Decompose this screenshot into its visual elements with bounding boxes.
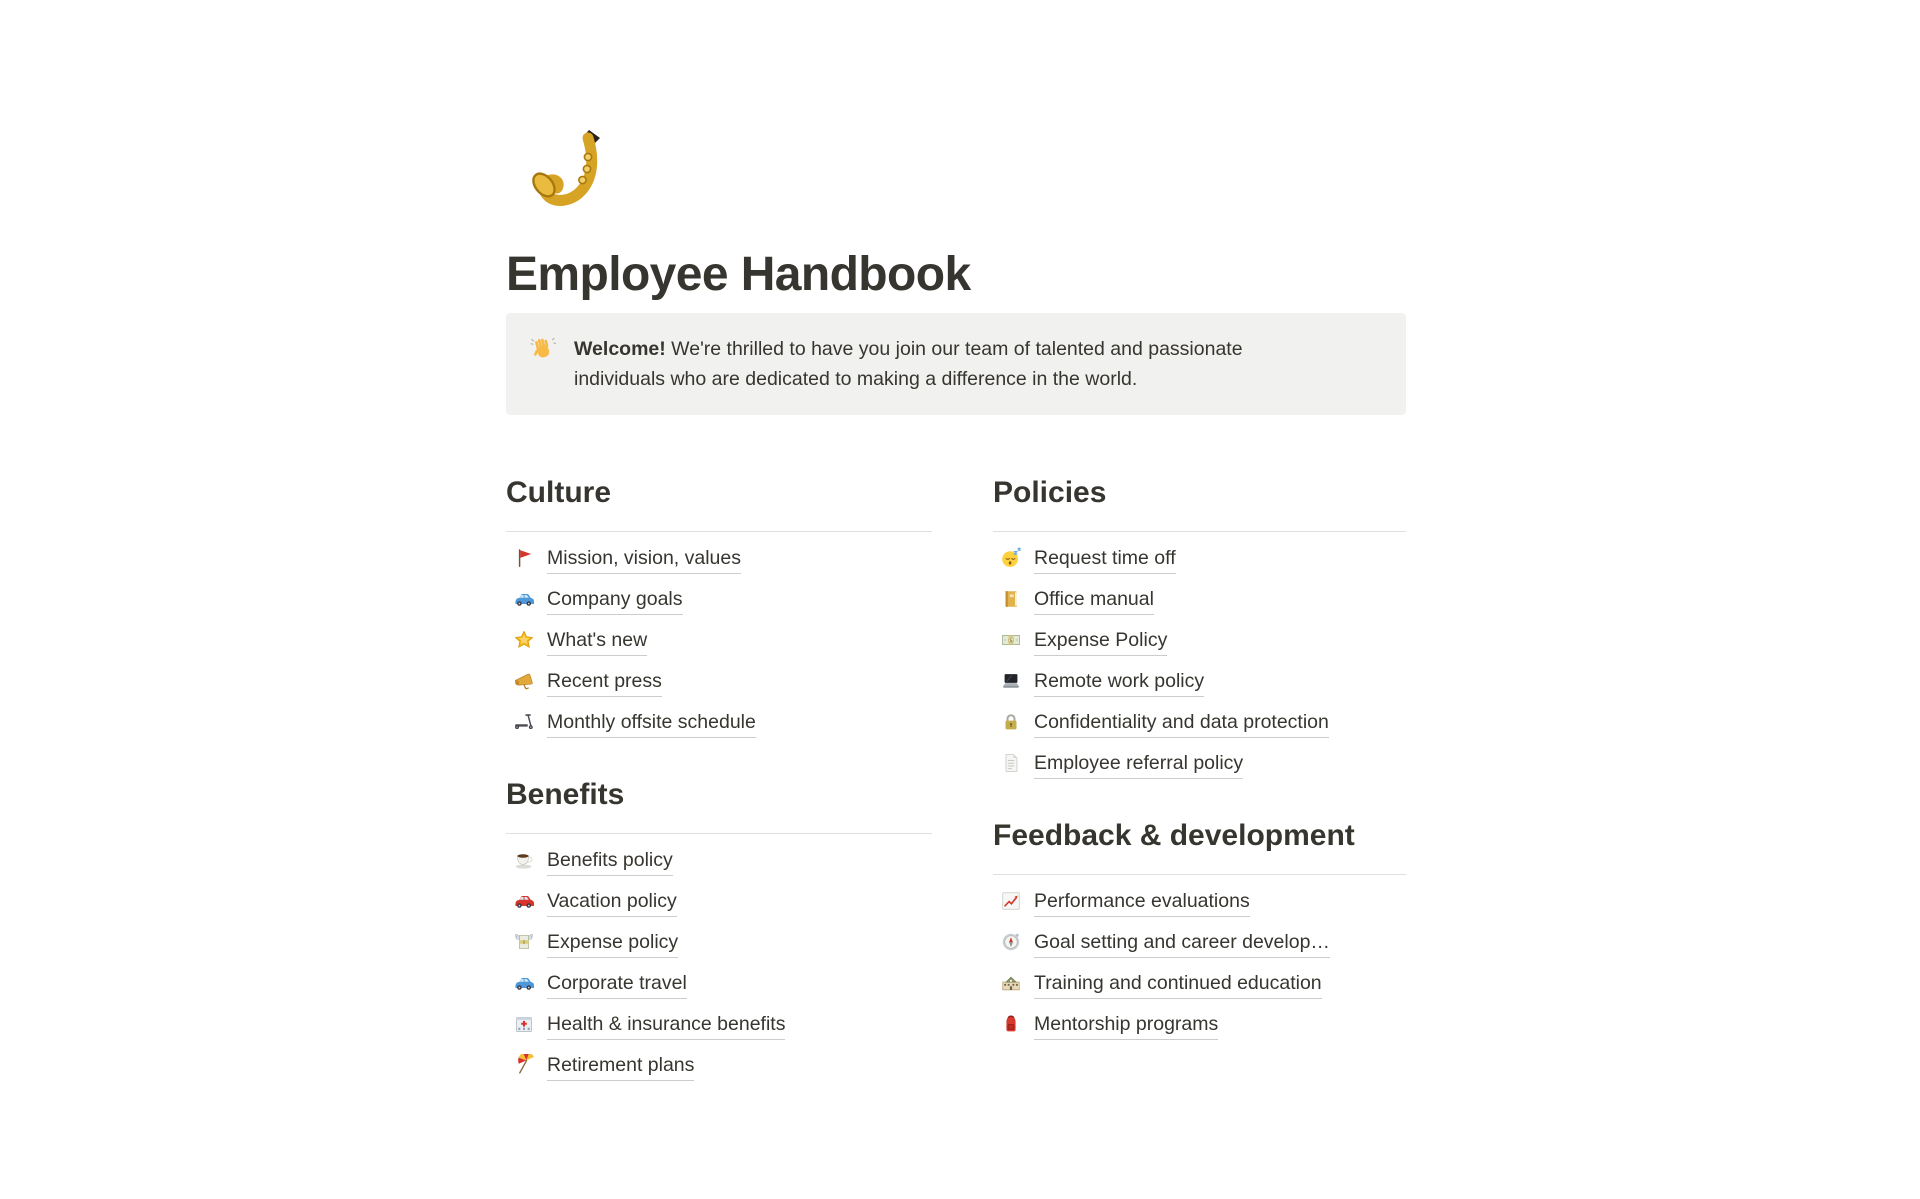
section-divider <box>993 874 1406 875</box>
page-link-label: Recent press <box>547 666 662 697</box>
lock-icon <box>999 710 1023 734</box>
megaphone-icon <box>512 669 536 693</box>
backpack-icon <box>999 1012 1023 1036</box>
page-link-office-manual[interactable] <box>993 579 1406 620</box>
page-link-company-goals[interactable] <box>506 579 932 620</box>
page-link-remote-work-policy[interactable] <box>993 661 1406 702</box>
compass-icon <box>999 930 1023 954</box>
page-icon[interactable] <box>508 123 608 223</box>
page-link-label: Mission, vision, values <box>547 543 741 574</box>
page-link-label: Expense Policy <box>1034 625 1167 656</box>
column-left <box>506 473 932 1086</box>
hot-beverage-icon <box>512 848 536 872</box>
beach-umbrella-icon <box>512 1053 536 1077</box>
section-heading[interactable]: Benefits <box>506 777 625 811</box>
column-right <box>993 473 1406 1086</box>
page-link-employee-referral-policy[interactable] <box>993 743 1406 784</box>
page-link-mentorship-programs[interactable] <box>993 1004 1406 1045</box>
page-title[interactable]: Employee Handbook <box>506 248 971 301</box>
page-icon <box>999 751 1023 775</box>
section-divider <box>506 531 932 532</box>
page-link-corporate-travel[interactable] <box>506 963 932 1004</box>
sleeping-face-icon <box>999 546 1023 570</box>
section-heading[interactable]: Culture <box>506 475 611 509</box>
page-link-request-time-off[interactable] <box>993 538 1406 579</box>
page-link-label: Office manual <box>1034 584 1154 615</box>
page-link-expense-policy[interactable] <box>506 922 932 963</box>
page-link-expense-policy[interactable] <box>993 620 1406 661</box>
triangular-flag-icon <box>512 546 536 570</box>
page-link-label: Expense policy <box>547 927 678 958</box>
page-link-confidentiality-and-data-protection[interactable] <box>993 702 1406 743</box>
blue-car-icon <box>512 971 536 995</box>
page-link-monthly-offsite-schedule[interactable] <box>506 702 932 743</box>
page-link-label: Employee referral policy <box>1034 748 1243 779</box>
red-car-icon <box>512 889 536 913</box>
page-link-benefits-policy[interactable] <box>506 840 932 881</box>
page-link-label: Request time off <box>1034 543 1176 574</box>
svg-text:$: $ <box>522 939 526 945</box>
page-link-label: Goal setting and career develop… <box>1034 927 1330 958</box>
page-link-label: What's new <box>547 625 647 656</box>
page-link-label: Corporate travel <box>547 968 687 999</box>
section-benefits <box>506 775 932 1086</box>
ledger-icon <box>999 587 1023 611</box>
callout-highlight: Welcome! <box>574 337 666 360</box>
page-link-label: Mentorship programs <box>1034 1009 1218 1040</box>
page-link-what-s-new[interactable] <box>506 620 932 661</box>
laptop-icon <box>999 669 1023 693</box>
section-feedback-development <box>993 816 1406 1045</box>
page-link-label: Performance evaluations <box>1034 886 1250 917</box>
school-icon <box>999 971 1023 995</box>
columns <box>506 473 1406 1086</box>
page-link-label: Retirement plans <box>547 1050 694 1081</box>
page-link-recent-press[interactable] <box>506 661 932 702</box>
page-link-label: Benefits policy <box>547 845 673 876</box>
section-divider <box>993 531 1406 532</box>
kick-scooter-icon <box>512 710 536 734</box>
chart-increasing-icon <box>999 889 1023 913</box>
saxophone-icon <box>508 123 608 223</box>
page-link-label: Company goals <box>547 584 683 615</box>
page-body <box>506 0 1406 1086</box>
section-policies <box>993 473 1406 784</box>
money-with-wings-icon <box>512 930 536 954</box>
page-link-label: Training and continued education <box>1034 968 1322 999</box>
star-icon <box>512 628 536 652</box>
page-link-label: Health & insurance benefits <box>547 1009 785 1040</box>
page-link-label: Vacation policy <box>547 886 677 917</box>
section-divider <box>506 833 932 834</box>
page-link-label: Monthly offsite schedule <box>547 707 756 738</box>
hospital-icon <box>512 1012 536 1036</box>
callout-body: We're thrilled to have you join our team of talented and passionate individuals who are dedicated to making a difference in the world. <box>574 337 1243 390</box>
page-link-label: Remote work policy <box>1034 666 1204 697</box>
page-link-performance-evaluations[interactable] <box>993 881 1406 922</box>
section-heading[interactable]: Feedback & development <box>993 818 1355 852</box>
svg-text:$: $ <box>1009 638 1013 645</box>
page-link-mission-vision-values[interactable] <box>506 538 932 579</box>
section-culture <box>506 473 932 743</box>
dollar-banknote-icon <box>999 628 1023 652</box>
page-link-label: Confidentiality and data protection <box>1034 707 1329 738</box>
waving-hand-icon[interactable] <box>530 334 558 362</box>
page-link-health-insurance-benefits[interactable] <box>506 1004 932 1045</box>
page-link-retirement-plans[interactable] <box>506 1045 932 1086</box>
page-link-training-and-continued-education[interactable] <box>993 963 1406 1004</box>
section-heading[interactable]: Policies <box>993 475 1107 509</box>
blue-car-icon <box>512 587 536 611</box>
page-link-goal-setting-and-career-develop[interactable] <box>993 922 1406 963</box>
welcome-callout <box>506 313 1406 415</box>
callout-text <box>574 334 1324 394</box>
page-link-vacation-policy[interactable] <box>506 881 932 922</box>
